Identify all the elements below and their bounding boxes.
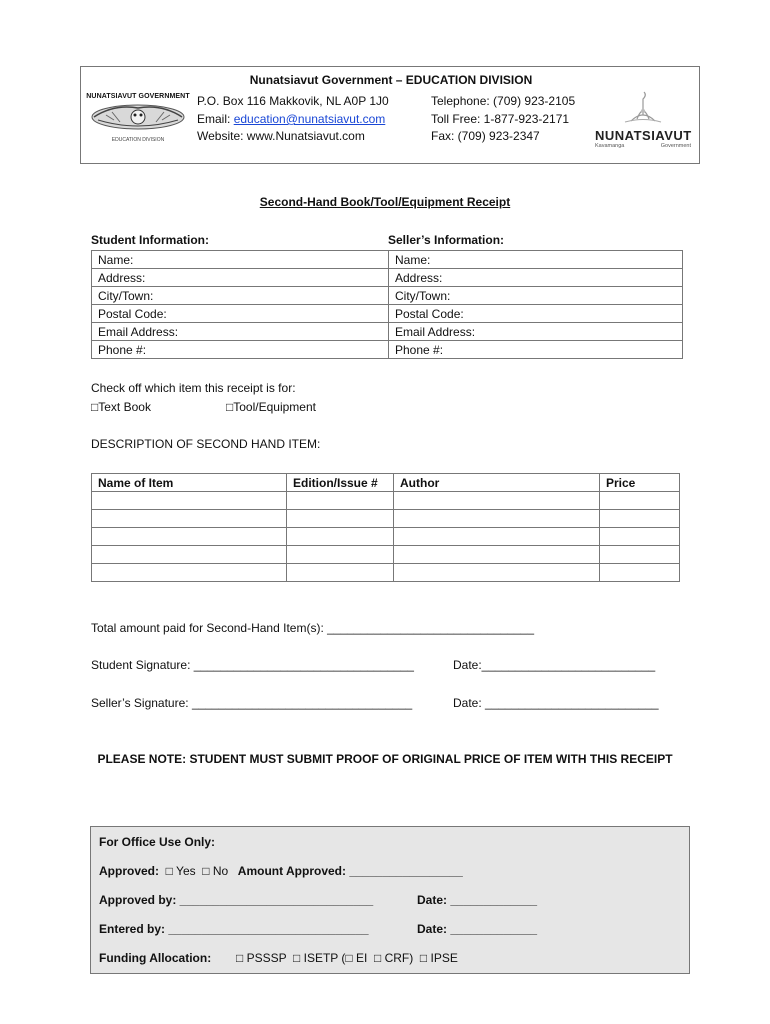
email-label: Email: bbox=[197, 112, 234, 126]
items-table bbox=[91, 473, 680, 582]
office-use-box bbox=[90, 826, 690, 974]
student-signature-line[interactable]: Student Signature: _________________________________ bbox=[91, 658, 414, 672]
entered-by-date-line[interactable]: Date: _____________ bbox=[417, 922, 538, 936]
column-name-of-item: Name of Item bbox=[92, 474, 287, 492]
text-book-checkbox[interactable]: □Text Book bbox=[91, 400, 151, 414]
item-author-cell[interactable] bbox=[394, 546, 600, 564]
info-row-postal bbox=[92, 305, 683, 323]
logo-left-text: NUNATSIAVUT GOVERNMENT bbox=[86, 93, 190, 100]
student-date-line[interactable]: Date:__________________________ bbox=[453, 658, 656, 672]
table-row bbox=[92, 546, 680, 564]
item-edition-cell[interactable] bbox=[287, 546, 394, 564]
letterhead-box bbox=[80, 66, 700, 164]
brand-subtitle bbox=[591, 143, 691, 149]
fax-line: Fax: (709) 923-2347 bbox=[431, 129, 540, 143]
description-heading: DESCRIPTION OF SECOND HAND ITEM: bbox=[91, 437, 321, 451]
email-line bbox=[197, 111, 385, 129]
approval-row bbox=[99, 864, 463, 878]
tool-equipment-checkbox[interactable]: □Tool/Equipment bbox=[226, 400, 316, 414]
student-name-field[interactable]: Name: bbox=[92, 251, 389, 269]
logo-left-subtitle: EDUCATION DIVISION bbox=[111, 137, 165, 143]
item-author-cell[interactable] bbox=[394, 564, 600, 582]
table-row bbox=[92, 564, 680, 582]
form-title: Second-Hand Book/Tool/Equipment Receipt bbox=[259, 195, 511, 209]
contact-info-table bbox=[91, 250, 683, 359]
item-price-cell[interactable] bbox=[600, 510, 680, 528]
item-edition-cell[interactable] bbox=[287, 528, 394, 546]
check-off-prompt: Check off which item this receipt is for: bbox=[91, 381, 296, 395]
funding-options[interactable]: □ PSSSP □ ISETP (□ EI □ CRF) □ IPSE bbox=[236, 951, 458, 965]
brand-sub-right: Government bbox=[660, 143, 691, 149]
approved-yes-checkbox[interactable]: □ Yes bbox=[165, 864, 196, 878]
logo-emblem-icon bbox=[84, 100, 192, 134]
seller-email-field[interactable]: Email Address: bbox=[389, 323, 683, 341]
student-phone-field[interactable]: Phone #: bbox=[92, 341, 389, 359]
info-row-email bbox=[92, 323, 683, 341]
item-name-cell[interactable] bbox=[92, 510, 287, 528]
column-price: Price bbox=[600, 474, 680, 492]
student-address-field[interactable]: Address: bbox=[92, 269, 389, 287]
email-link[interactable]: education@nunatsiavut.com bbox=[233, 112, 386, 126]
info-row-name bbox=[92, 251, 683, 269]
seller-info-heading: Seller’s Information: bbox=[388, 233, 505, 247]
item-name-cell[interactable] bbox=[92, 564, 287, 582]
column-edition-issue: Edition/Issue # bbox=[287, 474, 394, 492]
approved-by-line[interactable]: Approved by: _____________________________ bbox=[99, 893, 374, 907]
amount-approved-line[interactable]: Amount Approved: _________________ bbox=[237, 864, 463, 878]
telephone-line: Telephone: (709) 923-2105 bbox=[431, 94, 576, 108]
item-price-cell[interactable] bbox=[600, 546, 680, 564]
info-row-city bbox=[92, 287, 683, 305]
mailing-address: P.O. Box 116 Makkovik, NL A0P 1J0 bbox=[197, 94, 389, 108]
brand-sub-left: Kavamanga bbox=[595, 143, 625, 149]
item-edition-cell[interactable] bbox=[287, 492, 394, 510]
student-info-heading: Student Information: bbox=[91, 233, 209, 247]
nunatsiavut-government-logo bbox=[84, 93, 192, 153]
item-name-cell[interactable] bbox=[92, 492, 287, 510]
item-edition-cell[interactable] bbox=[287, 510, 394, 528]
approved-no-checkbox[interactable]: □ No bbox=[202, 864, 229, 878]
table-row bbox=[92, 510, 680, 528]
entered-by-line[interactable]: Entered by: ______________________________ bbox=[99, 922, 369, 936]
info-row-phone bbox=[92, 341, 683, 359]
approved-by-date-line[interactable]: Date: _____________ bbox=[417, 893, 538, 907]
seller-signature-line[interactable]: Seller’s Signature: _________________________________ bbox=[91, 696, 413, 710]
inukshuk-emblem-icon bbox=[591, 89, 696, 125]
student-email-field[interactable]: Email Address: bbox=[92, 323, 389, 341]
toll-free-line: Toll Free: 1-877-923-2171 bbox=[431, 112, 570, 126]
seller-date-line[interactable]: Date: __________________________ bbox=[453, 696, 659, 710]
brand-name: NUNATSIAVUT bbox=[595, 128, 692, 143]
approved-label: Approved: bbox=[99, 864, 159, 878]
items-table-header bbox=[92, 474, 680, 492]
proof-of-price-note: PLEASE NOTE: STUDENT MUST SUBMIT PROOF OF ORIGINAL PRICE OF ITEM WITH THIS RECEIPT bbox=[97, 752, 673, 766]
seller-name-field[interactable]: Name: bbox=[389, 251, 683, 269]
seller-phone-field[interactable]: Phone #: bbox=[389, 341, 683, 359]
item-author-cell[interactable] bbox=[394, 510, 600, 528]
total-amount-line[interactable]: Total amount paid for Second-Hand Item(s): _______________________________ bbox=[91, 621, 535, 635]
organization-title: Nunatsiavut Government – EDUCATION DIVISION bbox=[249, 73, 533, 87]
item-name-cell[interactable] bbox=[92, 528, 287, 546]
table-row bbox=[92, 528, 680, 546]
item-price-cell[interactable] bbox=[600, 492, 680, 510]
seller-city-field[interactable]: City/Town: bbox=[389, 287, 683, 305]
table-row bbox=[92, 492, 680, 510]
item-author-cell[interactable] bbox=[394, 492, 600, 510]
nunatsiavut-brand-logo bbox=[591, 89, 696, 153]
item-author-cell[interactable] bbox=[394, 528, 600, 546]
website-line: Website: www.Nunatsiavut.com bbox=[197, 129, 365, 143]
info-row-address bbox=[92, 269, 683, 287]
student-postal-field[interactable]: Postal Code: bbox=[92, 305, 389, 323]
office-use-heading: For Office Use Only: bbox=[99, 835, 216, 849]
column-author: Author bbox=[394, 474, 600, 492]
seller-postal-field[interactable]: Postal Code: bbox=[389, 305, 683, 323]
item-name-cell[interactable] bbox=[92, 546, 287, 564]
item-price-cell[interactable] bbox=[600, 564, 680, 582]
student-city-field[interactable]: City/Town: bbox=[92, 287, 389, 305]
item-price-cell[interactable] bbox=[600, 528, 680, 546]
funding-allocation-label: Funding Allocation: bbox=[99, 951, 212, 965]
item-edition-cell[interactable] bbox=[287, 564, 394, 582]
seller-address-field[interactable]: Address: bbox=[389, 269, 683, 287]
